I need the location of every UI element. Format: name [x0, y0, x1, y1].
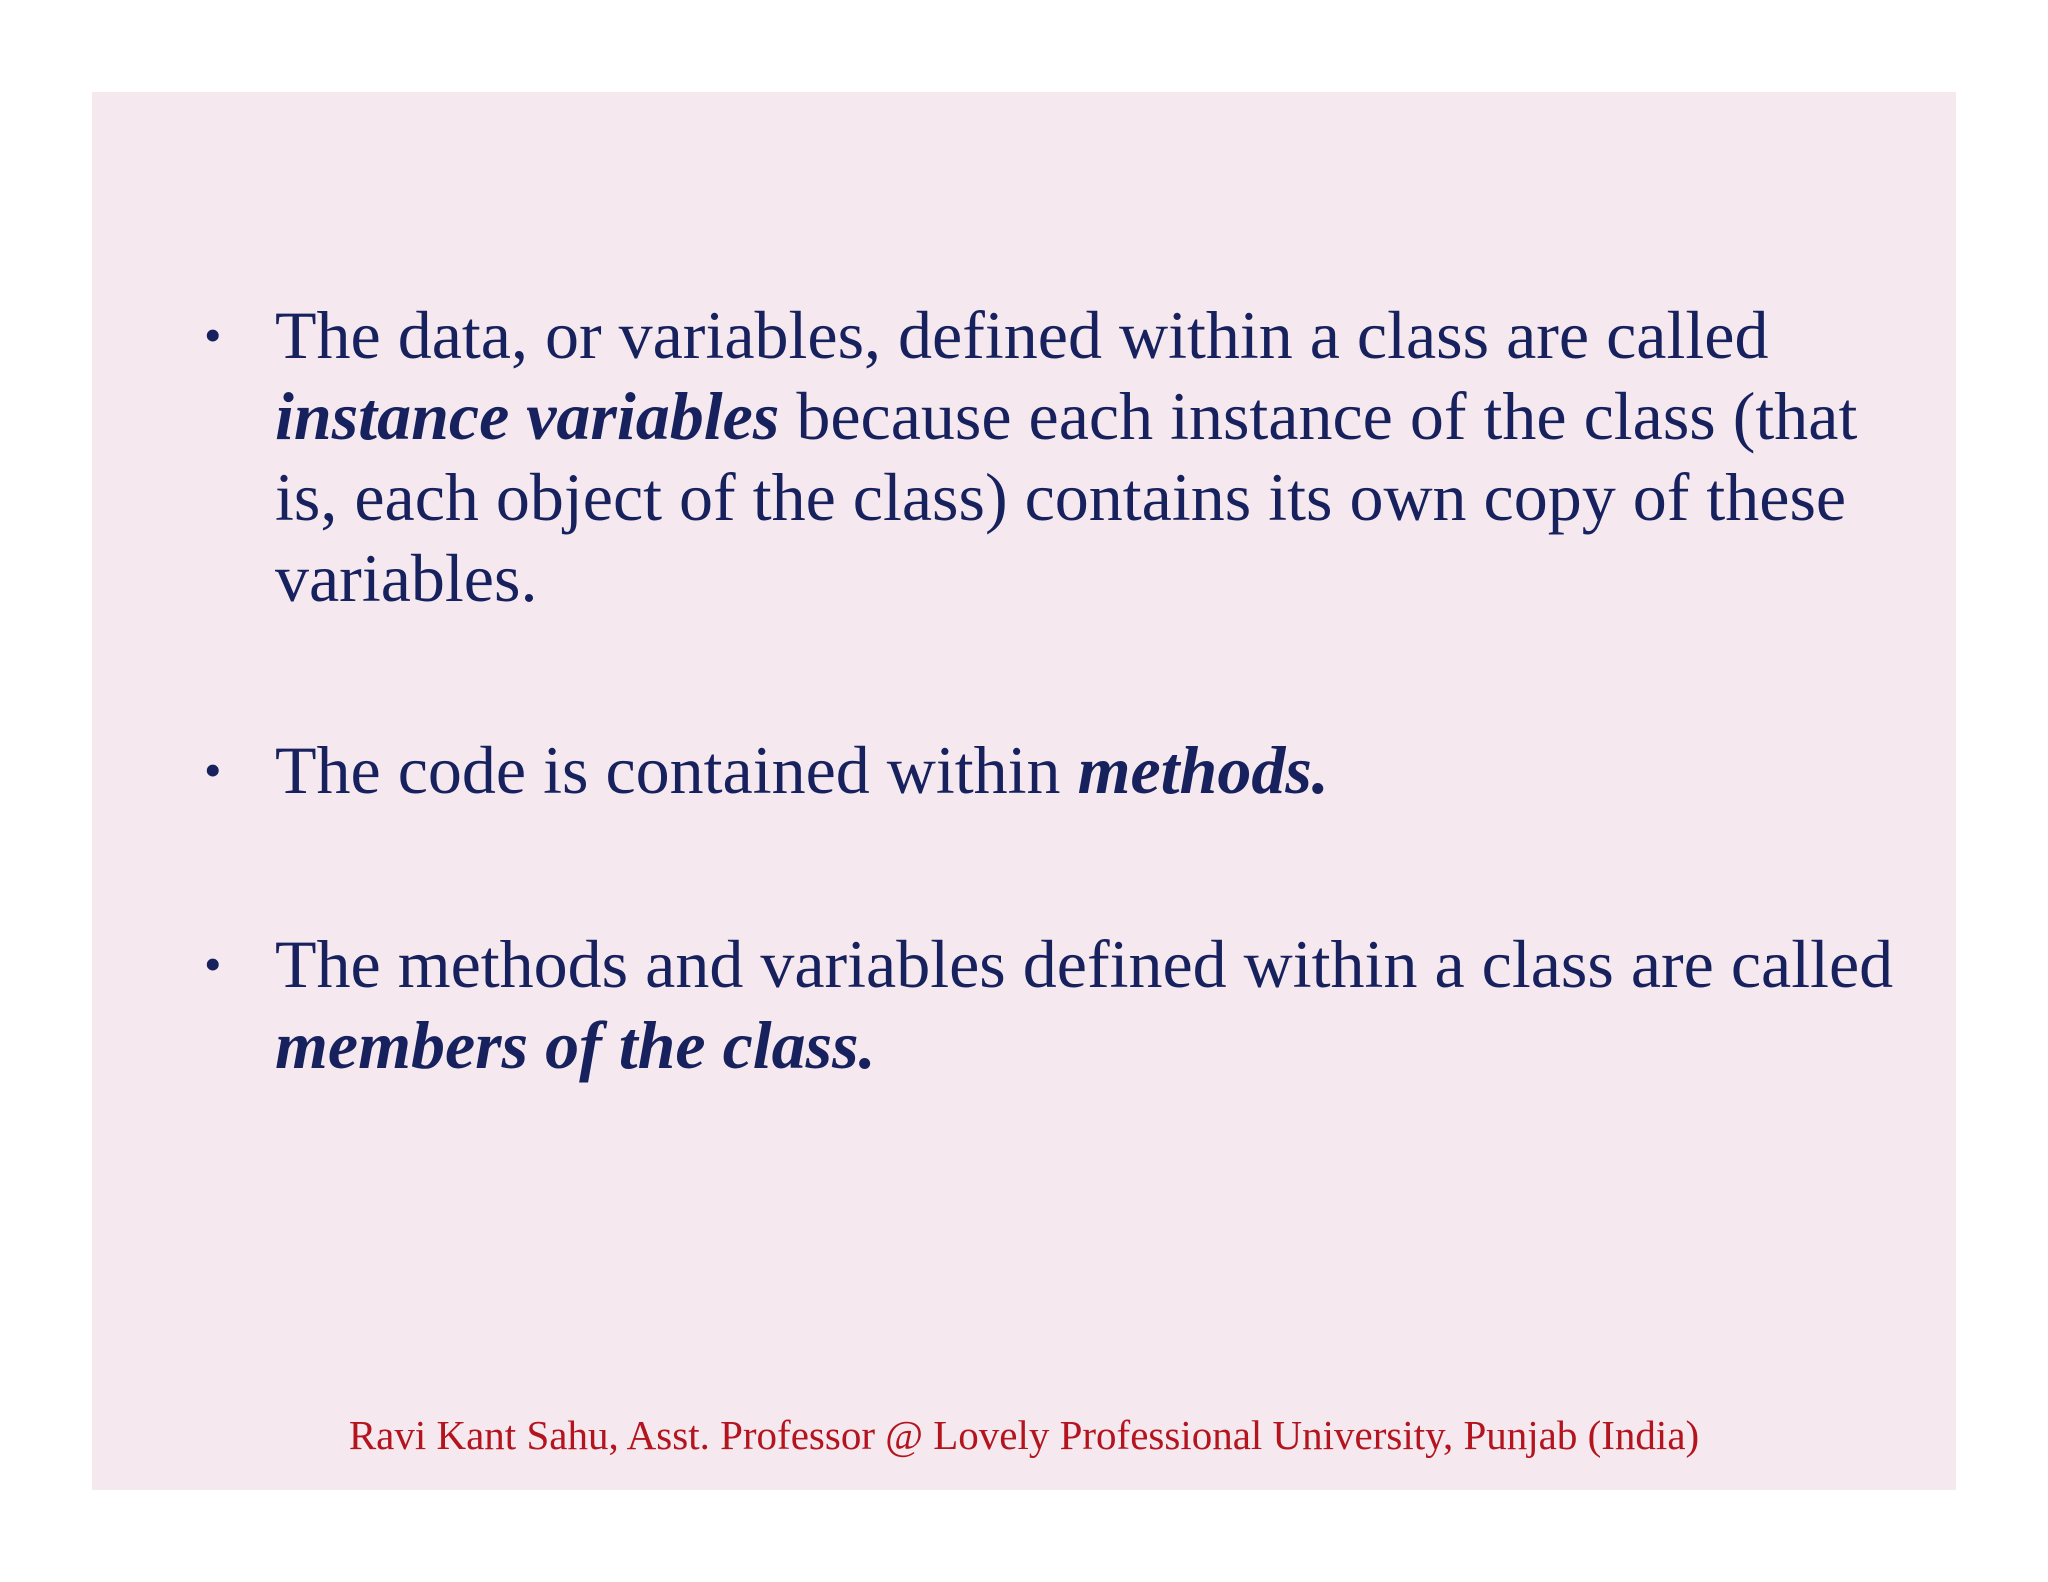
bullet-text-plain: because each instance of the class (that is, each object of the class) contains its own copy of these variables. — [275, 378, 1858, 616]
bullet-text-plain: The methods and variables defined within a class are called — [275, 926, 1894, 1002]
bullet-item — [204, 730, 1935, 811]
bullet-text — [275, 297, 1857, 616]
bullet-text-emphasis: instance variables — [275, 378, 780, 454]
bullet-text-emphasis: members of the class. — [275, 1007, 876, 1083]
bullet-dot-icon: • — [204, 307, 222, 363]
bullet-dot-icon: • — [204, 936, 222, 992]
bullet-text — [275, 926, 1893, 1083]
bullet-dot-icon: • — [204, 742, 222, 798]
bullet-text-plain: The data, or variables, defined within a class are called — [275, 297, 1769, 373]
bullet-text — [275, 732, 1329, 808]
bullet-text-emphasis: methods. — [1077, 732, 1329, 808]
bullet-item — [204, 295, 1935, 619]
bullet-item — [204, 924, 1935, 1086]
bullet-list — [92, 92, 1956, 1490]
bullet-text-plain: The code is contained within — [275, 732, 1078, 808]
slide-footer: Ravi Kant Sahu, Asst. Professor @ Lovely Professional University, Punjab (India) — [348, 1412, 1700, 1458]
slide — [92, 92, 1956, 1490]
